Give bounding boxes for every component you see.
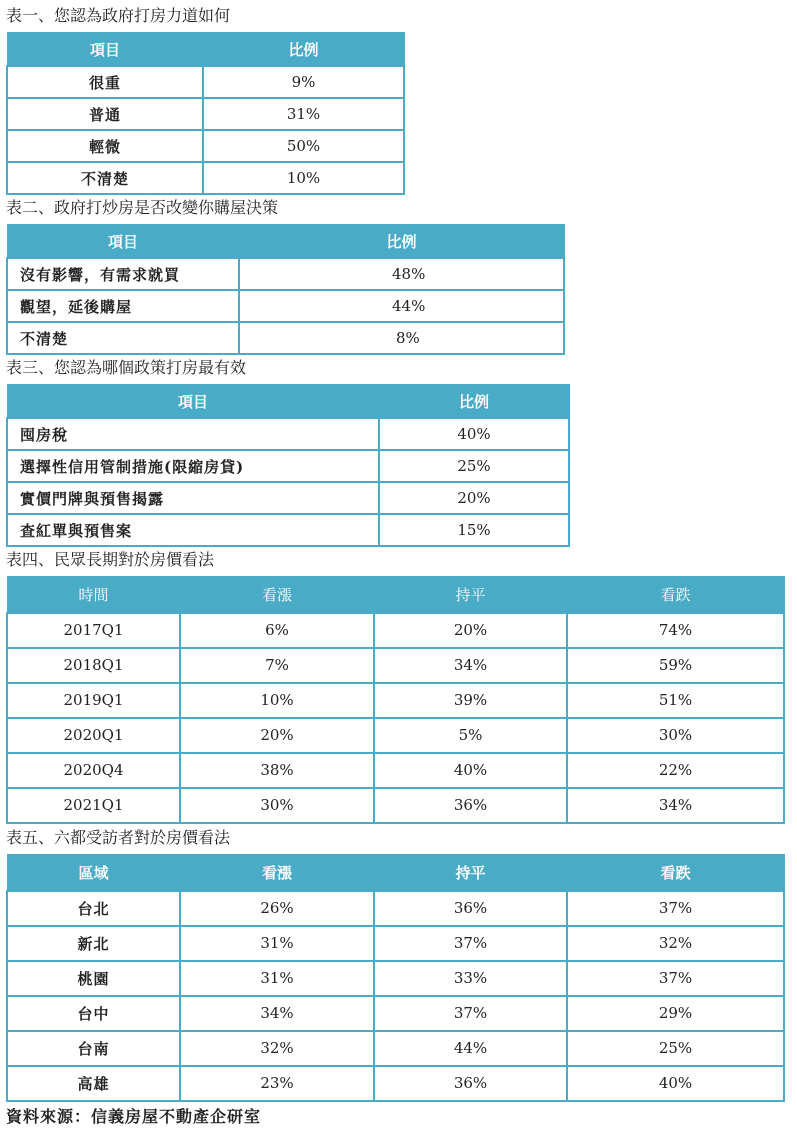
- table4: [6, 576, 785, 824]
- table3-cell-label: 選擇性信用管制措施(限縮房貸): [7, 450, 379, 482]
- table4-cell-up: 7%: [180, 648, 374, 683]
- table-row: [7, 162, 404, 194]
- table2-cell-value: 44%: [239, 290, 564, 322]
- table3: [6, 384, 570, 547]
- table-row: [7, 450, 569, 482]
- table1-header-item: 項目: [7, 33, 203, 67]
- table4-cell-down: 34%: [567, 788, 784, 823]
- table3-cell-label: 囤房稅: [7, 418, 379, 450]
- table5-header-region: 區域: [7, 855, 180, 891]
- table5-cell-flat: 36%: [374, 1066, 567, 1101]
- table4-cell-time: 2021Q1: [7, 788, 180, 823]
- table-row: [7, 290, 564, 322]
- table5-cell-region: 新北: [7, 926, 180, 961]
- table5-header-up: 看漲: [180, 855, 374, 891]
- table-row: [7, 1066, 784, 1101]
- table4-cell-flat: 40%: [374, 753, 567, 788]
- table4-cell-down: 22%: [567, 753, 784, 788]
- table-row: [7, 613, 784, 648]
- table-row: [7, 1031, 784, 1066]
- table3-cell-value: 25%: [379, 450, 569, 482]
- table5-cell-region: 高雄: [7, 1066, 180, 1101]
- source-note: 資料來源：信義房屋不動產企研室: [6, 1107, 262, 1126]
- table4-header-flat: 持平: [374, 577, 567, 613]
- table-row: [7, 648, 784, 683]
- table3-title: 表三、您認為哪個政策打房最有效: [6, 358, 247, 377]
- table4-cell-flat: 34%: [374, 648, 567, 683]
- table1-cell-value: 9%: [203, 66, 404, 98]
- table5-cell-flat: 33%: [374, 961, 567, 996]
- table-row: [7, 891, 784, 926]
- table2-title: 表二、政府打炒房是否改變你購屋決策: [6, 198, 279, 217]
- table5: [6, 854, 785, 1102]
- table5-header-flat: 持平: [374, 855, 567, 891]
- table2-header-ratio: 比例: [239, 225, 564, 259]
- table-row: [7, 683, 784, 718]
- table5-cell-up: 34%: [180, 996, 374, 1031]
- table1-cell-label: 很重: [7, 66, 203, 98]
- table4-cell-down: 51%: [567, 683, 784, 718]
- table3-header-ratio: 比例: [379, 385, 569, 419]
- table4-cell-up: 6%: [180, 613, 374, 648]
- table4-cell-flat: 20%: [374, 613, 567, 648]
- table5-cell-down: 37%: [567, 961, 784, 996]
- table5-cell-region: 台中: [7, 996, 180, 1031]
- table4-cell-time: 2020Q1: [7, 718, 180, 753]
- table-row: [7, 482, 569, 514]
- table4-cell-up: 38%: [180, 753, 374, 788]
- table4-cell-up: 30%: [180, 788, 374, 823]
- table5-cell-up: 31%: [180, 926, 374, 961]
- table-row: [7, 961, 784, 996]
- table1-cell-value: 10%: [203, 162, 404, 194]
- table1-cell-label: 不清楚: [7, 162, 203, 194]
- table1-cell-value: 31%: [203, 98, 404, 130]
- table3-cell-value: 40%: [379, 418, 569, 450]
- table5-cell-flat: 37%: [374, 996, 567, 1031]
- table5-cell-region: 台北: [7, 891, 180, 926]
- table2-header-item: 項目: [7, 225, 239, 259]
- table5-cell-flat: 36%: [374, 891, 567, 926]
- table4-cell-flat: 5%: [374, 718, 567, 753]
- table3-cell-label: 查紅單與預售案: [7, 514, 379, 546]
- table-row: [7, 258, 564, 290]
- table5-cell-down: 25%: [567, 1031, 784, 1066]
- table1-cell-value: 50%: [203, 130, 404, 162]
- table4-cell-up: 10%: [180, 683, 374, 718]
- table5-cell-region: 桃園: [7, 961, 180, 996]
- table5-cell-flat: 44%: [374, 1031, 567, 1066]
- table4-cell-down: 74%: [567, 613, 784, 648]
- table4-cell-up: 20%: [180, 718, 374, 753]
- table2-cell-value: 48%: [239, 258, 564, 290]
- table-row: [7, 514, 569, 546]
- table4-cell-flat: 39%: [374, 683, 567, 718]
- table-row: [7, 66, 404, 98]
- table3-header-item: 項目: [7, 385, 379, 419]
- table2-cell-label: 沒有影響，有需求就買: [7, 258, 239, 290]
- table2-cell-label: 觀望，延後購屋: [7, 290, 239, 322]
- table3-cell-value: 15%: [379, 514, 569, 546]
- table4-header-time: 時間: [7, 577, 180, 613]
- table-row: [7, 322, 564, 354]
- table5-cell-flat: 37%: [374, 926, 567, 961]
- table-row: [7, 753, 784, 788]
- table-row: [7, 130, 404, 162]
- table5-cell-up: 32%: [180, 1031, 374, 1066]
- table5-cell-down: 32%: [567, 926, 784, 961]
- table5-cell-down: 40%: [567, 1066, 784, 1101]
- table3-cell-value: 20%: [379, 482, 569, 514]
- table5-cell-up: 23%: [180, 1066, 374, 1101]
- table-row: [7, 926, 784, 961]
- table5-header-down: 看跌: [567, 855, 784, 891]
- table-row: [7, 98, 404, 130]
- table5-cell-up: 31%: [180, 961, 374, 996]
- table4-header-up: 看漲: [180, 577, 374, 613]
- table4-title: 表四、民眾長期對於房價看法: [6, 550, 215, 569]
- table4-cell-flat: 36%: [374, 788, 567, 823]
- table1-header-ratio: 比例: [203, 33, 404, 67]
- table5-title: 表五、六都受訪者對於房價看法: [6, 828, 231, 847]
- table5-cell-down: 29%: [567, 996, 784, 1031]
- table1-cell-label: 輕微: [7, 130, 203, 162]
- table5-cell-up: 26%: [180, 891, 374, 926]
- table3-cell-label: 實價門牌與預售揭露: [7, 482, 379, 514]
- table4-cell-time: 2018Q1: [7, 648, 180, 683]
- table-row: [7, 996, 784, 1031]
- table4-cell-down: 59%: [567, 648, 784, 683]
- table2-cell-value: 8%: [239, 322, 564, 354]
- table2-cell-label: 不清楚: [7, 322, 239, 354]
- table1-title: 表一、您認為政府打房力道如何: [6, 6, 231, 25]
- table4-cell-time: 2020Q4: [7, 753, 180, 788]
- table-row: [7, 788, 784, 823]
- table1: [6, 32, 405, 195]
- table5-cell-region: 台南: [7, 1031, 180, 1066]
- table4-cell-time: 2019Q1: [7, 683, 180, 718]
- table4-cell-down: 30%: [567, 718, 784, 753]
- table2: [6, 224, 565, 355]
- table-row: [7, 418, 569, 450]
- table1-cell-label: 普通: [7, 98, 203, 130]
- table4-cell-time: 2017Q1: [7, 613, 180, 648]
- table4-header-down: 看跌: [567, 577, 784, 613]
- table5-cell-down: 37%: [567, 891, 784, 926]
- table-row: [7, 718, 784, 753]
